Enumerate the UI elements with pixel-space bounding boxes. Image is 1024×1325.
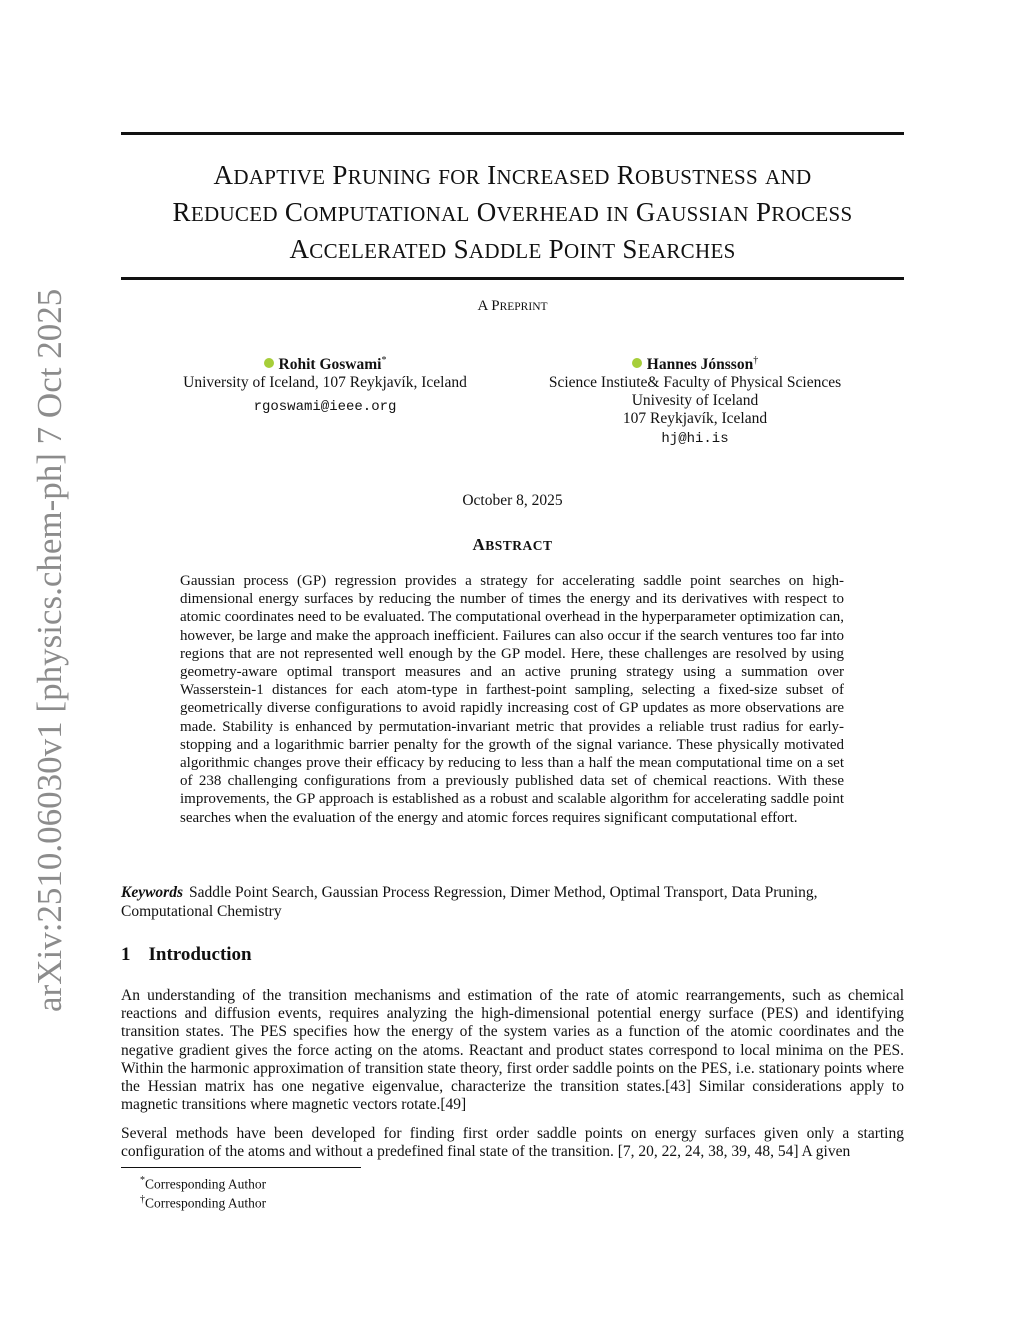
- footnote-1: [140, 1172, 266, 1193]
- footnote-mark: †: [140, 1194, 145, 1205]
- keywords-label: Keywords: [121, 884, 183, 901]
- author-block-jonsson: [520, 352, 870, 448]
- abstract-text: Gaussian process (GP) regression provides a strategy for accelerating saddle point searches on high-dimensional energy surfaces by reducing the number of times the energy and its derivatives with respect to atomic coordinates need to be evaluated. The computational overhead in the hyperparameter optimization can, however, be large and make the approach inefficient. Failures can also occur if the search ventures too far into regions that are not represented well enough by the GP model. Here, these challenges are resolved by using geometry-aware optimal transport measures and an active pruning strategy using a summation over Wasserstein-1 distances for each atom-type in farthest-point sampling, selecting a fixed-size subset of geometrically diverse configurations to avoid rapidly increasing cost of GP updates as more observations are made. Stability is enhanced by permutation-invariant metric that provides a reliable trust radius for early-stopping and a logarithmic barrier penalty for the growth of the signal variance. These physically motivated algorithmic changes prove their efficacy by reducing to less than a half the mean computational time on a set of 238 challenging configurations from a previously published data set of chemical reactions. With these improvements, the GP approach is established as a robust and scalable algorithm for accelerating saddle point searches when the evaluation of the energy and atomic forces requires significant computational effort.: [180, 573, 844, 826]
- title-rule-bottom: [121, 277, 904, 280]
- section-number: 1: [121, 944, 131, 965]
- preprint-label: A PREPRINT: [477, 298, 548, 314]
- author-email[interactable]: hj@hi.is: [661, 431, 729, 448]
- author-footnote-mark: *: [381, 355, 387, 366]
- arxiv-identifier: arXiv:2510.06030v1 [physics.chem-ph] 7 Oct 2025: [30, 288, 69, 1012]
- footnote-rule: [121, 1167, 361, 1168]
- title-line-2: REDUCED COMPUTATIONAL OVERHEAD IN GAUSSIAN PROCESS: [172, 197, 853, 227]
- section-heading-introduction: [121, 944, 252, 966]
- author-name: Hannes Jónsson: [646, 356, 754, 374]
- author-affiliation-line-3: 107 Reykjavík, Iceland: [622, 410, 768, 428]
- footnote-text: Corresponding Author: [145, 1195, 267, 1211]
- footnote-text: Corresponding Author: [145, 1176, 267, 1192]
- footnote-mark: *: [140, 1175, 145, 1186]
- orcid-icon[interactable]: [632, 358, 642, 368]
- title-line-3: ACCELERATED SADDLE POINT SEARCHES: [289, 234, 736, 264]
- keywords: [121, 883, 904, 921]
- abstract-heading: ABSTRACT: [472, 535, 553, 554]
- author-affiliation-line-2: Univesity of Iceland: [631, 392, 759, 410]
- author-name: Rohit Goswami: [278, 356, 382, 374]
- paragraph-1: An understanding of the transition mechanisms and estimation of the rate of atomic rearrangements, such as chemical reactions and diffusion events, requires analyzing the high-dimensional potential energy surface (PES) and identifying transition states. The PES specifies how the energy of the system varies as a function of the atomic coordinates and the negative gradient gives the force acting on the atoms. Reactant and product states correspond to local minima on the PES. Within the harmonic approximation of transition state theory, first order saddle points on the PES, i.e. stationary points where the Hessian matrix has one negative eigenvalue, characterize the transition states.[43] Similar considerations apply to magnetic transitions where magnetic vectors rotate.[49]: [121, 987, 904, 1114]
- orcid-icon[interactable]: [264, 358, 274, 368]
- author-email[interactable]: rgoswami@ieee.org: [253, 399, 397, 416]
- title-rule-top: [121, 132, 904, 135]
- keywords-list: Saddle Point Search, Gaussian Process Regression, Dimer Method, Optimal Transport, Data Pruning, Computational Chemistry: [121, 884, 818, 920]
- paper-date: October 8, 2025: [462, 492, 563, 509]
- paper-title: [121, 158, 904, 269]
- footnote-2: [140, 1191, 266, 1212]
- author-block-goswami: [160, 352, 490, 416]
- paragraph-2: Several methods have been developed for finding first order saddle points on energy surfaces given only a starting configuration of the atoms and without a predefined final state of the transition. [7, 20, 22, 24, 38, 39, 48, 54] A given: [121, 1125, 904, 1161]
- author-footnote-mark: †: [753, 355, 759, 366]
- author-affiliation: University of Iceland, 107 Reykjavík, Iceland: [183, 374, 467, 392]
- section-title: Introduction: [148, 944, 252, 965]
- author-affiliation-line-1: Science Instiute& Faculty of Physical Sciences: [548, 374, 842, 392]
- title-line-1: ADAPTIVE PRUNING FOR INCREASED ROBUSTNESS AND: [213, 160, 812, 190]
